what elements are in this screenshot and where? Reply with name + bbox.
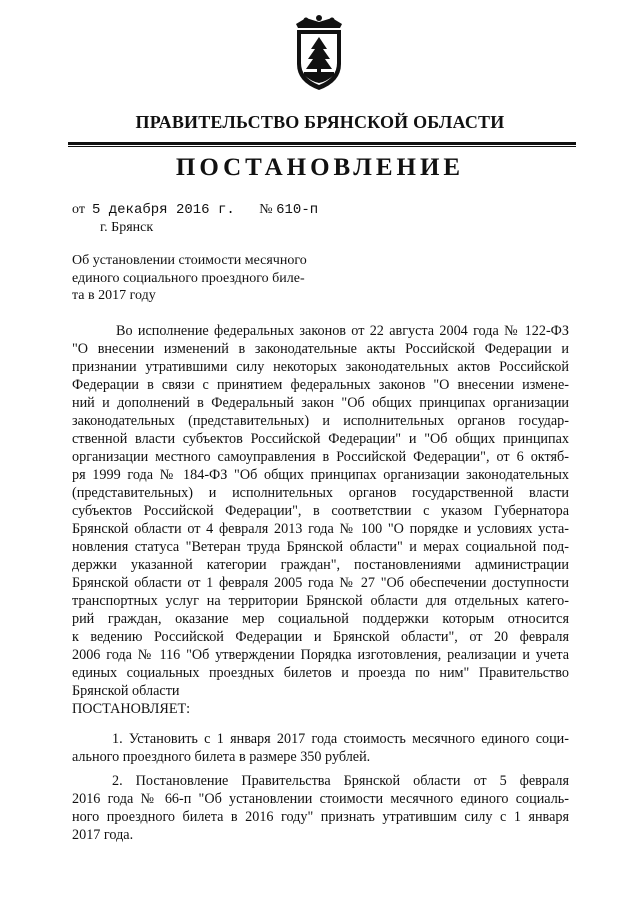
preamble-line: "О внесении изменений в законодательные акты Российской Федерации и <box>72 341 569 357</box>
header-rule-thin <box>68 146 576 147</box>
document-type-title: ПОСТАНОВЛЕНИЕ <box>175 154 465 181</box>
subject-line: та в 2017 году <box>72 288 156 303</box>
preamble-line: к ведению Российской Федерации и Брянской области", от 20 февраля <box>72 629 569 645</box>
item-2-line: ного проездного билета в 2016 году" признать утратившим силу с 1 января <box>72 809 569 825</box>
preamble-line: новления статуса "Ветеран труда Брянской области" и мерах социальной под- <box>72 539 569 555</box>
preamble-line: субъектов Российской Федерации", в соответствии с указом Губернатора <box>72 503 569 519</box>
document-subject <box>72 252 332 305</box>
resolves-heading: ПОСТАНОВЛЯЕТ: <box>72 701 191 717</box>
document-body <box>72 322 569 844</box>
preamble-line: ний и дополнений в Федеральный закон "Об общих принципах организации <box>72 395 569 411</box>
document-number: 610-п <box>276 202 319 218</box>
preamble-line: ственной власти субъектов Российской Федерации" и "Об общих принципах <box>72 431 569 447</box>
preamble-line: Во исполнение федеральных законов от 22 августа 2004 года № 122-ФЗ <box>116 323 569 339</box>
preamble-line: держки указанной категории граждан", постановлениями администрации <box>72 557 569 573</box>
number-prefix: № <box>259 202 273 217</box>
date-line <box>72 202 318 218</box>
preamble-line: транспортных услуг на территории Брянской области для отдельных катего- <box>72 593 569 609</box>
item-2-line: 2. Постановление Правительства Брянской области от 5 февраля <box>112 773 569 789</box>
subject-line: единого социального проездного биле- <box>72 270 305 286</box>
preamble-line: 2006 года № 116 "Об утверждении Порядка изготовления, реализации и учета <box>72 647 569 663</box>
government-name: ПРАВИТЕЛЬСТВО БРЯНСКОЙ ОБЛАСТИ <box>135 112 505 132</box>
preamble-line: единых социальных проездных билетов и проезда по ним" Правительство <box>72 665 569 681</box>
preamble-line: рий граждан, оказание мер социальной поддержки которым относится <box>72 611 569 627</box>
item-1-line: 1. Установить с 1 января 2017 года стоимость месячного единого соци- <box>112 731 569 747</box>
preamble-line: Брянской области от 4 февраля 2013 года № 100 "О порядке и условиях уста- <box>72 521 569 537</box>
preamble-line: Федерации в связи с принятием федеральных законов "О внесении измене- <box>72 377 569 393</box>
subject-line: Об установлении стоимости месячного <box>72 253 307 268</box>
preamble-line: Брянской области <box>72 683 180 699</box>
preamble-line: ря 1999 года № 184-ФЗ "Об общих принципах организации законодательных <box>72 467 569 483</box>
coat-of-arms-emblem <box>290 14 348 92</box>
preamble-line: организации местного самоуправления в Российской Федерации", от 6 октяб- <box>72 449 569 465</box>
preamble-line: законодательных (представительных) и исполнительных органов государ- <box>72 413 569 429</box>
date-prefix: от <box>72 202 85 217</box>
document-date: 5 декабря 2016 г. <box>91 202 235 218</box>
preamble-line: (представительных) и исполнительных органов государственной власти <box>72 485 569 501</box>
preamble-line: признании утратившими силу некоторых законодательных актов Российской <box>72 359 569 375</box>
preamble-line: Брянской области от 1 февраля 2005 года № 27 "Об обеспечении доступности <box>72 575 569 591</box>
header-rule-thick <box>68 142 576 145</box>
city: г. Брянск <box>100 220 154 235</box>
item-2-line: 2016 года № 66-п "Об установлении стоимости месячного единого социаль- <box>72 791 569 807</box>
item-1-line: ального проездного билета в размере 350 рублей. <box>72 749 371 765</box>
item-2-line: 2017 года. <box>72 827 134 843</box>
